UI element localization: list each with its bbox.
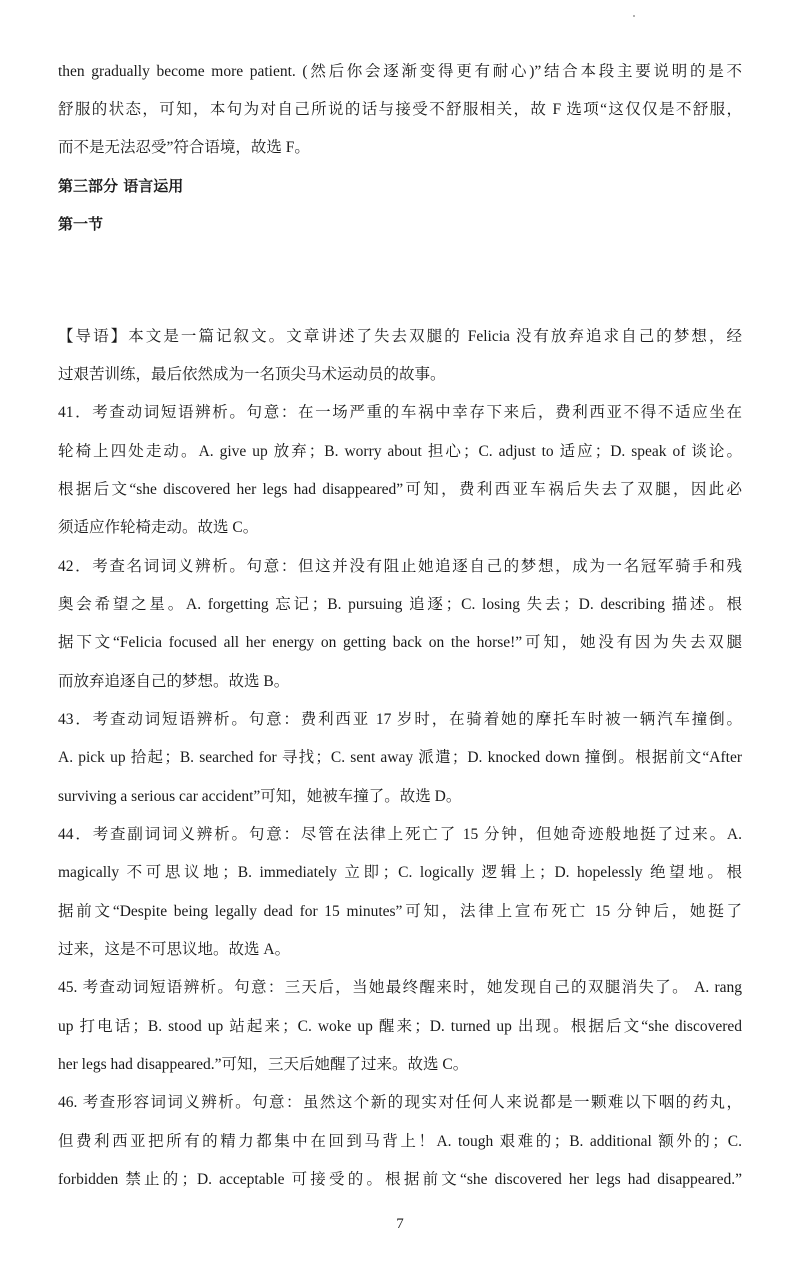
q41-line: 轮椅上四处走动。A. give up 放弃；B. worry about 担心；C. adjust to 适应；D. speak of 谈论。	[58, 443, 742, 460]
q46-line: forbidden 禁止的；D. acceptable 可接受的。根据前文“she discovered her legs had disappeared.”	[58, 1171, 742, 1188]
q42-line: 42．考查名词词义辨析。句意：但这并没有阻止她追逐自己的梦想，成为一名冠军骑手和残	[58, 558, 742, 575]
q46-line: 46. 考查形容词词义辨析。句意：虽然这个新的现实对任何人来说都是一颗难以下咽的药丸，	[58, 1094, 742, 1111]
stray-mark	[633, 15, 635, 17]
q42-line: 据下文“Felicia focused all her energy on getting back on the horse!”可知，她没有因为失去双腿	[58, 634, 742, 651]
q44-line: magically 不可思议地；B. immediately 立即；C. logically 逻辑上；D. hopelessly 绝望地。根	[58, 864, 742, 881]
q44-line: 过来，这是不可思议地。故选 A。	[58, 941, 291, 958]
q44-line: 44．考查副词词义辨析。句意：尽管在法律上死亡了 15 分钟，但她奇迹般地挺了过来。A.	[58, 826, 742, 843]
q42-line: 而放弃追逐自己的梦想。故选 B。	[58, 673, 290, 690]
intro-line: 过艰苦训练，最后依然成为一名顶尖马术运动员的故事。	[58, 366, 446, 383]
subsection-title: 第一节	[58, 215, 104, 233]
q41-line: 41．考查动词短语辨析。句意：在一场严重的车祸中幸存下来后，费利西亚不得不适应坐在	[58, 404, 742, 421]
q43-line: A. pick up 拾起；B. searched for 寻找；C. sent away 派遣；D. knocked down 撞倒。根据前文“After	[58, 749, 742, 766]
q42-line: 奥会希望之星。A. forgetting 忘记；B. pursuing 追逐；C. losing 失去；D. describing 描述。根	[58, 596, 742, 613]
paragraph-line: 而不是无法忍受”符合语境，故选 F。	[58, 139, 310, 156]
q43-line: surviving a serious car accident”可知，她被车撞了。故选 D。	[58, 788, 462, 805]
paragraph-line: 舒服的状态，可知，本句为对自己所说的话与接受不舒服相关，故 F 选项“这仅仅是不舒服，	[58, 101, 742, 118]
q44-line: 据前文“Despite being legally dead for 15 minutes”可知，法律上宣布死亡 15 分钟后，她挺了	[58, 903, 742, 920]
q45-line: her legs had disappeared.”可知，三天后她醒了过来。故选 C。	[58, 1056, 469, 1073]
section-title: 第三部分 语言运用	[58, 177, 184, 195]
intro-line: 【导语】本文是一篇记叙文。文章讲述了失去双腿的 Felicia 没有放弃追求自己的梦想，经	[58, 328, 742, 345]
q46-line: 但费利西亚把所有的精力都集中在回到马背上！A. tough 艰难的；B. additional 额外的；C.	[58, 1133, 742, 1150]
page-number: 7	[396, 1216, 404, 1232]
q45-line: 45. 考查动词短语辨析。句意：三天后，当她最终醒来时，她发现自己的双腿消失了。 A. rang	[58, 979, 742, 996]
q45-line: up 打电话；B. stood up 站起来；C. woke up 醒来；D. turned up 出现。根据后文“she discovered	[58, 1018, 742, 1035]
paragraph-line: then gradually become more patient. (然后你会逐渐变得更有耐心)”结合本段主要说明的是不	[58, 63, 742, 80]
q41-line: 须适应作轮椅走动。故选 C。	[58, 519, 259, 536]
q43-line: 43．考查动词短语辨析。句意：费利西亚 17 岁时，在骑着她的摩托车时被一辆汽车撞倒。	[58, 711, 742, 728]
q41-line: 根据后文“she discovered her legs had disappeared”可知，费利西亚车祸后失去了双腿，因此必	[58, 481, 742, 498]
